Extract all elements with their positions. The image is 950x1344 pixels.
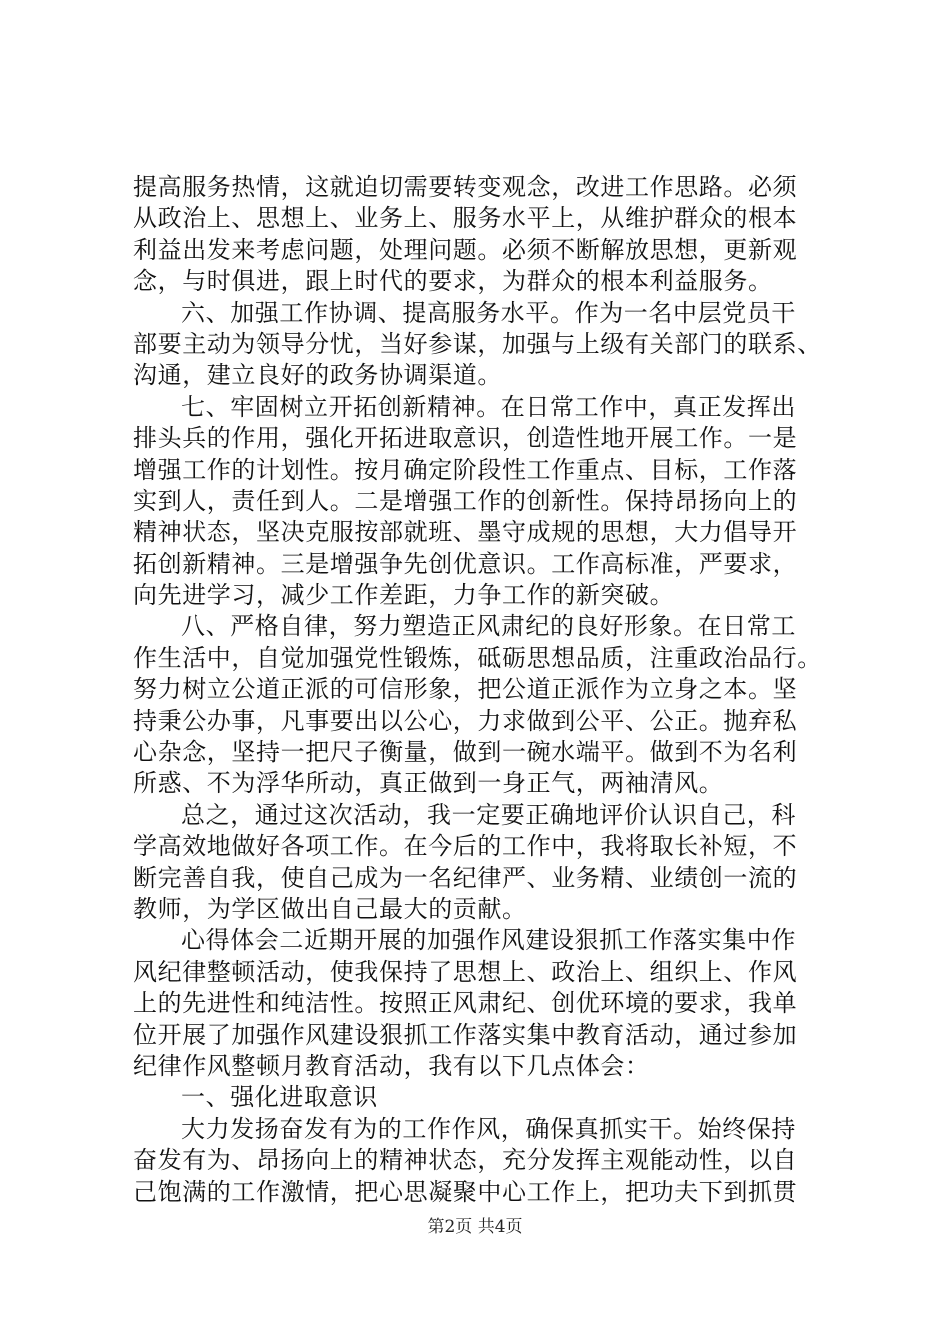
text-line: 沟通，建立良好的政务协调渠道。	[133, 361, 502, 390]
paragraph-start-line: 心得体会二近期开展的加强作风建设狠抓工作落实集中作	[181, 926, 796, 955]
text-line: 从政治上、思想上、业务上、服务水平上，从维护群众的根本	[133, 204, 798, 233]
text-line: 念，与时俱进，跟上时代的要求，为群众的根本利益服务。	[133, 267, 773, 296]
text-line: 利益出发来考虑问题，处理问题。必须不断解放思想，更新观	[133, 235, 798, 264]
text-line: 排头兵的作用，强化开拓进取意识，创造性地开展工作。一是	[133, 424, 798, 453]
text-line: 持秉公办事，凡事要出以公心，力求做到公平、公正。抛弃私	[133, 706, 798, 735]
text-line: 向先进学习，减少工作差距，力争工作的新突破。	[133, 581, 675, 610]
paragraph-start-line: 八、严格自律，努力塑造正风肃纪的良好形象。在日常工	[181, 612, 796, 641]
text-line: 心杂念，坚持一把尺子衡量，做到一碗水端平。做到不为名利	[133, 738, 798, 767]
text-line: 增强工作的计划性。按月确定阶段性工作重点、目标，工作落	[133, 455, 798, 484]
text-line: 己饱满的工作激情，把心思凝聚中心工作上，把功夫下到抓贯	[133, 1177, 798, 1206]
text-line: 位开展了加强作风建设狠抓工作落实集中教育活动，通过参加	[133, 1020, 798, 1049]
text-line: 断完善自我，使自己成为一名纪律严、业务精、业绩创一流的	[133, 863, 798, 892]
text-line: 部要主动为领导分忧，当好参谋，加强与上级有关部门的联系、	[133, 329, 822, 358]
text-line: 提高服务热情，这就迫切需要转变观念，改进工作思路。必须	[133, 173, 798, 201]
paragraph-start-line: 总之，通过这次活动，我一定要正确地评价认识自己，科	[181, 800, 796, 829]
text-line: 努力树立公道正派的可信形象，把公道正派作为立身之本。坚	[133, 675, 798, 704]
text-line: 所惑、不为浮华所动，真正做到一身正气，两袖清风。	[133, 769, 724, 798]
document-body	[133, 172, 833, 1208]
paragraph-start-line: 七、牢固树立开拓创新精神。在日常工作中，真正发挥出	[181, 392, 796, 421]
text-line: 奋发有为、昂扬向上的精神状态，充分发挥主观能动性，以自	[133, 1146, 798, 1175]
text-line: 作生活中，自觉加强党性锻炼，砥砺思想品质，注重政治品行。	[133, 643, 822, 672]
text-line: 纪律作风整顿月教育活动，我有以下几点体会：	[133, 1051, 650, 1080]
section-heading: 一、强化进取意识	[181, 1083, 378, 1112]
paragraph-start-line: 六、加强工作协调、提高服务水平。作为一名中层党员干	[181, 298, 796, 327]
text-line: 精神状态，坚决克服按部就班、墨守成规的思想，大力倡导开	[133, 518, 798, 547]
paragraph-start-line: 大力发扬奋发有为的工作作风，确保真抓实干。始终保持	[181, 1114, 796, 1143]
text-line: 实到人，责任到人。二是增强工作的创新性。保持昂扬向上的	[133, 486, 798, 515]
text-line: 风纪律整顿活动，使我保持了思想上、政治上、组织上、作风	[133, 957, 798, 986]
text-line: 上的先进性和纯洁性。按照正风肃纪、创优环境的要求，我单	[133, 989, 798, 1018]
text-line: 拓创新精神。三是增强争先创优意识。工作高标准，严要求，	[133, 549, 798, 578]
text-line: 学高效地做好各项工作。在今后的工作中，我将取长补短，不	[133, 832, 798, 861]
page-number-footer: 第2页 共4页	[427, 1217, 523, 1237]
text-line: 教师，为学区做出自己最大的贡献。	[133, 894, 527, 923]
